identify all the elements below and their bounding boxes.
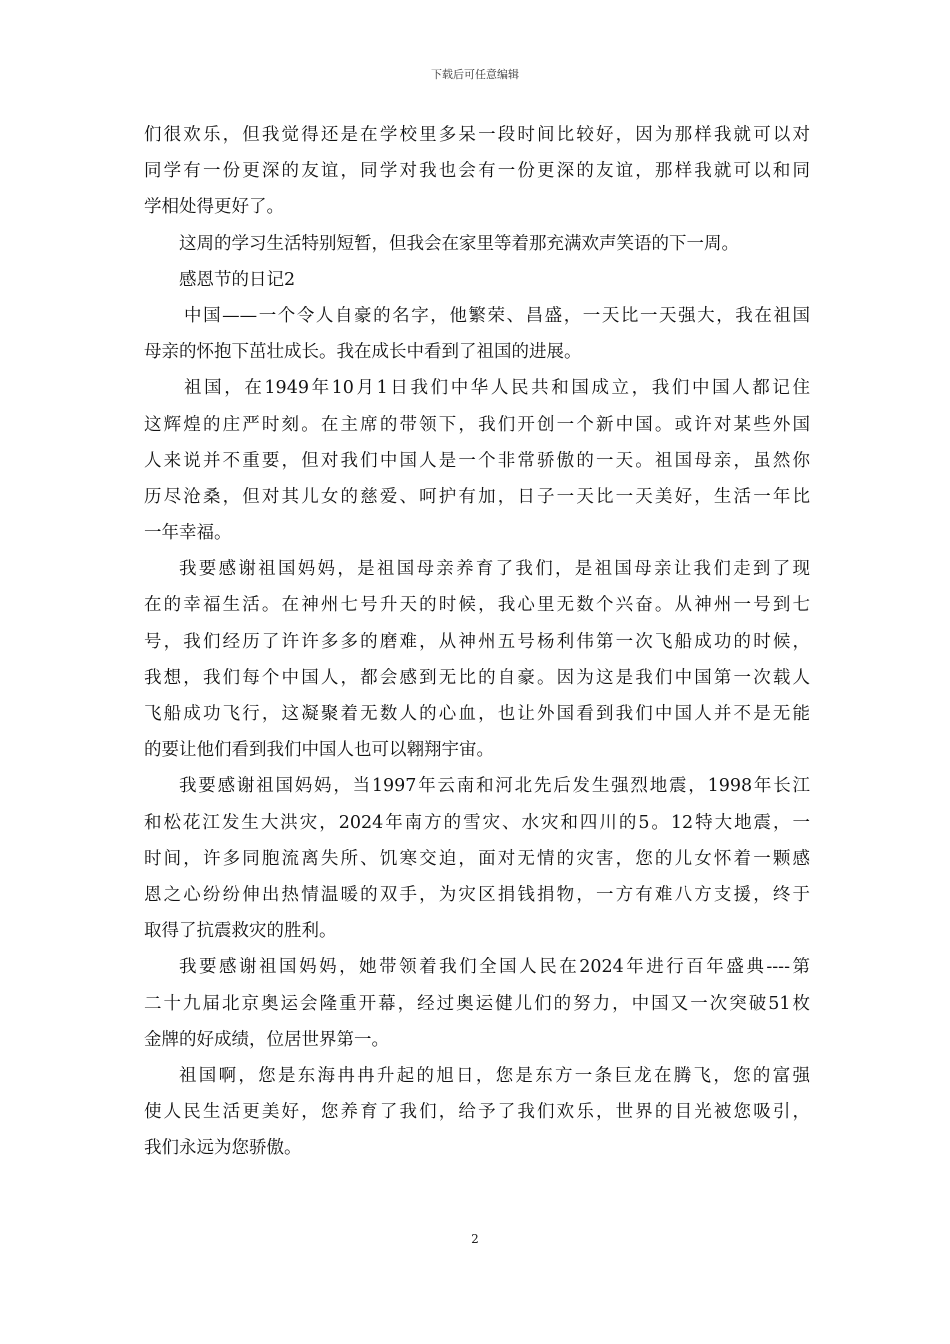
text-line: 我要感谢祖国妈妈，她带领着我们全国人民在2024年进行百年盛典----第: [179, 957, 810, 978]
text-line: 时间，许多同胞流离失所、饥寒交迫，面对无情的灾害，您的儿女怀着一颗感: [144, 848, 810, 869]
text-line: 同学有一份更深的友谊，同学对我也会有一份更深的友谊，那样我就可以和同: [144, 161, 810, 182]
text-line: 我要感谢祖国妈妈，当1997年云南和河北先后发生强烈地震，1998年长江: [179, 776, 810, 797]
text-line: 人来说并不重要，但对我们中国人是一个非常骄傲的一天。祖国母亲，虽然你: [144, 450, 810, 471]
text-line: 和松花江发生大洪灾，2024年南方的雪灾、水灾和四川的5。12特大地震，一: [144, 812, 810, 833]
text-line: 祖国啊，您是东海冉冉升起的旭日，您是东方一条巨龙在腾飞，您的富强: [179, 1065, 810, 1086]
text-line: 学相处得更好了。: [144, 197, 284, 218]
document-body: [144, 117, 810, 1166]
text-line: 金牌的好成绩，位居世界第一。: [144, 1029, 389, 1050]
text-line: 取得了抗震救灾的胜利。: [144, 921, 337, 942]
text-line: 这周的学习生活特别短暂，但我会在家里等着那充满欢声笑语的下一周。: [179, 233, 739, 254]
text-line: 使人民生活更美好，您养育了我们，给予了我们欢乐，世界的目光被您吸引，: [144, 1102, 810, 1123]
page-header: 下载后可任意编辑: [431, 68, 519, 81]
text-line: 飞船成功飞行，这凝聚着无数人的心血，也让外国看到我们中国人并不是无能: [144, 704, 810, 724]
text-line: 我想，我们每个中国人，都会感到无比的自豪。因为这是我们中国第一次载人: [144, 667, 810, 688]
text-line: 号，我们经历了许许多多的磨难，从神州五号杨利伟第一次飞船成功的时候，: [144, 631, 810, 652]
text-line: 这辉煌的庄严时刻。在主席的带领下，我们开创一个新中国。或许对某些外国: [144, 414, 810, 435]
section-title: 感恩节的日记2: [179, 269, 296, 290]
text-line: 我要感谢祖国妈妈，是祖国母亲养育了我们，是祖国母亲让我们走到了现: [179, 559, 810, 580]
text-line: 一年幸福。: [144, 523, 232, 544]
text-line: 们很欢乐，但我觉得还是在学校里多呆一段时间比较好，因为那样我就可以对: [144, 125, 810, 145]
page-number: 2: [471, 1232, 479, 1246]
text-line: 恩之心纷纷伸出热情温暖的双手，为灾区捐钱捐物，一方有难八方支援，终于: [144, 884, 810, 905]
text-line: 我们永远为您骄傲。: [144, 1138, 302, 1159]
text-line: 母亲的怀抱下茁壮成长。我在成长中看到了祖国的进展。: [144, 342, 582, 363]
text-line: 中国——一个令人自豪的名字，他繁荣、昌盛，一天比一天强大，我在祖国: [184, 305, 810, 326]
text-line: 在的幸福生活。在神州七号升天的时候，我心里无数个兴奋。从神州一号到七: [144, 595, 810, 616]
text-line: 的要让他们看到我们中国人也可以翱翔宇宙。: [144, 740, 494, 761]
text-line: 历尽沧桑，但对其儿女的慈爱、呵护有加，日子一天比一天美好，生活一年比: [144, 486, 810, 507]
text-line: 祖国，在1949年10月1日我们中华人民共和国成立，我们中国人都记住: [184, 378, 810, 399]
text-line: 二十九届北京奥运会隆重开幕，经过奥运健儿们的努力，中国又一次突破51枚: [144, 993, 810, 1014]
